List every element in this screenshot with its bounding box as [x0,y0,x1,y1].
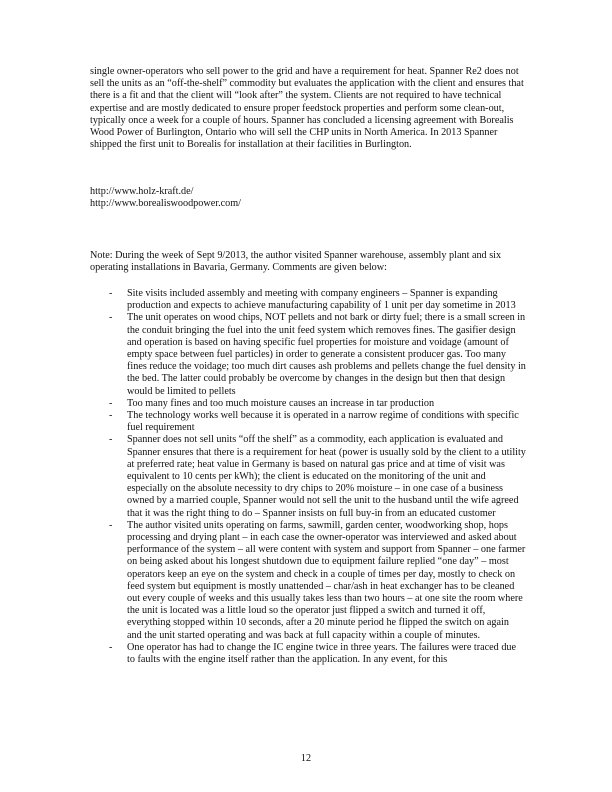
bullet-dash: - [109,519,113,531]
list-item-text: Site visits included assembly and meeting with company engineers – Spanner is expanding production and expects to achieve manufacturing capability of 1 unit per day sometime in 2013 [127,288,516,312]
list-item [90,312,526,397]
bullet-dash: - [109,312,113,324]
list-item-text: The technology works well because it is operated in a narrow regime of conditions with specific fuel requirement [127,410,519,434]
bullet-dash: - [109,641,113,653]
list-item [90,288,526,312]
bullet-dash: - [109,410,113,422]
list-item [90,398,526,410]
bullet-dash: - [109,288,113,299]
list-item [90,410,526,434]
list-item-text: Spanner does not sell units “off the shelf” as a commodity, each application is evaluated and Spanner ensures that there is a requirement for heat (power is usually sold by the client to a utility at preferred rate; heat value in Germany is based on natural gas price and at time of visit was equivalent to 10 cents per kWh); the client is educated on the monitoring of the unit and especially on the absolute necessity to dry chips to 20% moisture – in one case of a business owned by a married couple, Spanner would not sell the unit to the husband until the wife agreed that it was the right thing to do – Spanner insists on full buy-in from an educated customer [127,434,526,519]
bullet-dash: - [109,397,113,409]
note-paragraph: Note: During the week of Sept 9/2013, the author visited Spanner warehouse, assembly plant and six operating installations in Bavaria, Germany. Comments are given below: [90,250,502,274]
bullet-dash: - [109,434,113,446]
link-borealis-wood-power[interactable]: http://www.borealiswoodpower.com/ [90,198,241,210]
comments-list [90,288,526,666]
list-item-text: The author visited units operating on farms, sawmill, garden center, woodworking shop, hops processing and drying plant – in each case the owner-operator was interviewed and asked about performance of the system – all were content with system and support from Spanner – one farmer on being asked about his longest shutdown due to equipment failure replied “one day” – most operators keep an eye on the system and check in a couple of times per day, mostly to check on feed system but equipment is mostly unattended – char/ash in heat exchanger has to be cleaned out every couple of weeks and this usually takes less than two hours – at one site the room where the unit is located was a little loud so the operator just flipped a switch and turned it off, everything stopped within 10 seconds, after a 20 minute period he flipped the switch on again and the unit started operating and was back at full capacity within a couple of minutes. [127,519,526,641]
list-item [90,642,526,666]
list-item-text: The unit operates on wood chips, NOT pellets and not bark or dirty fuel; there is a small screen in the conduit bringing the fuel into the unit feed system which removes fines. The gasifier design and operation is based on having specific fuel properties for moisture and voidage (amount of empty space between fuel particles) in order to generate a consistent producer gas. Too many fines reduce the voidage; too much dirt causes ash problems and pellets change the fuel density in the bed. The latter could probably be overcome by changes in the design but then that design would be limited to pellets [127,312,526,397]
list-item [90,434,526,519]
list-item-text: Too many fines and too much moisture causes an increase in tar production [127,397,435,409]
link-list [90,186,526,210]
link-holz-kraft[interactable]: http://www.holz-kraft.de/ [90,186,194,197]
intro-paragraph: single owner-operators who sell power to the grid and have a requirement for heat. Spanner Re2 does not sell the units as an “off-the-shelf” commodity but evaluates the application with the client and ensures that there is a fit and that the client will “look after” the system. Clients are not required to have technical expertise and are mostly dedicated to ensure proper feedstock properties and perform some clean-out, typically once a week for a couple of hours. Spanner has concluded a licensing agreement with Borealis Wood Power of Burlington, Ontario who will sell the CHP units in North America. In 2013 Spanner shipped the first unit to Borealis for installation at their facilities in Burlington. [90,66,524,151]
list-item [90,520,526,642]
list-item-text: One operator has had to change the IC engine twice in three years. The failures were traced due to faults with the engine itself rather than the application. In any event, for this [127,641,517,666]
page-number: 12 [300,753,312,764]
